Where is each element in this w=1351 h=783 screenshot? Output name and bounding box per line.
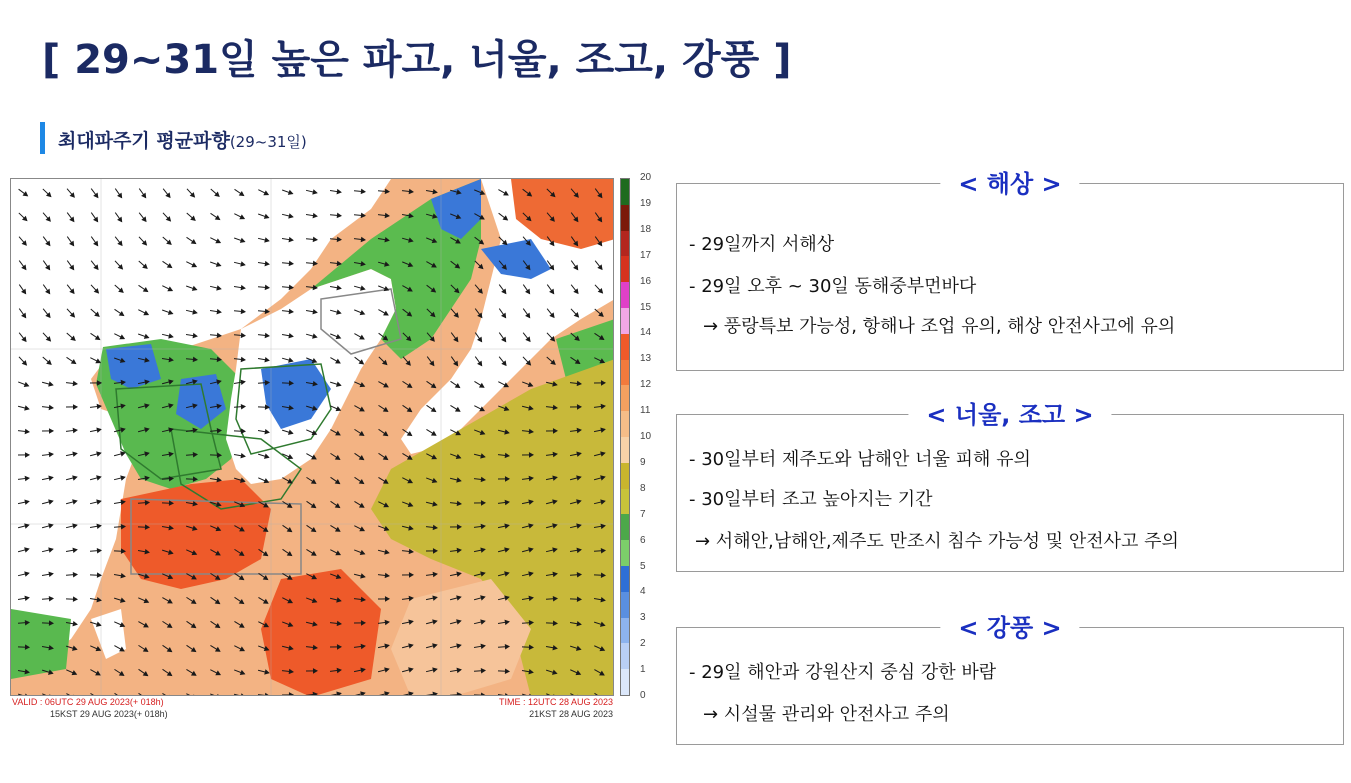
- panel-sea-item: - 29일 오후 ~ 30일 동해중부먼바다: [689, 276, 977, 297]
- legend-swatch: [621, 385, 629, 411]
- panel-sea: [676, 170, 1344, 371]
- legend-tick-label: 17: [640, 249, 652, 261]
- panel-swell-item: → 서해안,남해안,제주도 만조시 침수 가능성 및 안전사고 주의: [695, 531, 1179, 552]
- legend-swatch: [621, 256, 629, 282]
- legend-swatch: [621, 669, 629, 695]
- legend-tick-label: 1: [640, 664, 646, 676]
- map-valid-kst: 15KST 29 AUG 2023(+ 018h): [50, 709, 168, 719]
- legend-swatch: [621, 231, 629, 257]
- legend-tick-label: 12: [640, 379, 652, 391]
- panel-sea-item: → 풍랑특보 가능성, 항해나 조업 유의, 해상 안전사고에 유의: [703, 316, 1176, 337]
- legend-swatch: [621, 334, 629, 360]
- legend-tick-label: 9: [640, 456, 646, 468]
- legend-tick-label: 20: [640, 172, 652, 183]
- panel-wind-item: - 29일 해안과 강원산지 중심 강한 바람: [689, 662, 997, 683]
- map-issue-kst: 21KST 28 AUG 2023: [529, 709, 613, 719]
- map-valid-time: VALID : 06UTC 29 AUG 2023(+ 018h): [12, 697, 164, 707]
- wave-direction-arrowhead: [48, 695, 52, 696]
- subtitle-range: (29~31일): [229, 133, 307, 151]
- legend-tick-label: 13: [640, 353, 652, 365]
- panel-swell-heading: < 너울, 조고 >: [908, 395, 1111, 430]
- legend-swatch: [621, 360, 629, 386]
- legend-tick-label: 11: [640, 405, 651, 417]
- legend-tick-label: 6: [640, 534, 646, 546]
- panel-swell-item: - 30일부터 조고 높아지는 기간: [689, 489, 933, 510]
- legend-tick-label: 4: [640, 586, 646, 598]
- map-subtitle: [58, 126, 307, 153]
- legend-tick-label: 7: [640, 508, 646, 520]
- wave-period-legend: [620, 178, 630, 696]
- wave-map: [10, 178, 614, 696]
- legend-tick-label: 16: [640, 275, 652, 287]
- wave-direction-arrowhead: [385, 692, 389, 696]
- legend-swatch: [621, 179, 629, 205]
- wave-direction-arrowhead: [361, 692, 365, 696]
- legend-tick-label: 10: [640, 431, 652, 442]
- wave-direction-arrowhead: [337, 692, 341, 696]
- legend-tick-label: 14: [640, 327, 652, 339]
- subtitle-main: 최대파주기 평균파향: [58, 130, 230, 152]
- panel-wind-item: → 시설물 관리와 안전사고 주의: [703, 704, 950, 725]
- panel-wind-heading: < 강풍 >: [940, 608, 1079, 643]
- legend-tick-label: 2: [640, 638, 646, 650]
- legend-tick-label: 5: [640, 560, 646, 572]
- legend-swatch: [621, 540, 629, 566]
- panel-sea-heading: < 해상 >: [940, 164, 1079, 199]
- legend-swatch: [621, 205, 629, 231]
- wave-map-graphic: [11, 179, 614, 696]
- legend-tick-label: 0: [640, 690, 646, 701]
- legend-swatch: [621, 282, 629, 308]
- legend-tick-label: 3: [640, 612, 646, 624]
- legend-tick-label: 8: [640, 482, 646, 494]
- legend-tick-label: 19: [640, 197, 652, 209]
- panel-swell: [676, 401, 1344, 572]
- legend-swatch: [621, 566, 629, 592]
- legend-swatch: [621, 489, 629, 515]
- legend-swatch: [621, 308, 629, 334]
- wave-direction-arrowhead: [409, 692, 413, 696]
- wave-direction-arrowhead: [552, 695, 556, 696]
- legend-swatch: [621, 592, 629, 618]
- panel-swell-item: - 30일부터 제주도와 남해안 너울 피해 유의: [689, 449, 1031, 470]
- legend-swatch: [621, 618, 629, 644]
- wave-direction-arrowhead: [192, 695, 196, 696]
- legend-swatch: [621, 514, 629, 540]
- panel-wind: [676, 614, 1344, 745]
- legend-swatch: [621, 437, 629, 463]
- legend-tick-label: 18: [640, 223, 652, 235]
- legend-swatch: [621, 643, 629, 669]
- panel-sea-item: - 29일까지 서해상: [689, 234, 835, 255]
- legend-swatch: [621, 463, 629, 489]
- map-issue-time: TIME : 12UTC 28 AUG 2023: [498, 697, 613, 707]
- legend-tick-label: 15: [640, 301, 652, 313]
- subtitle-accent-bar: [40, 122, 45, 154]
- page-title: [ 29~31일 높은 파고, 너울, 조고, 강풍 ]: [42, 37, 792, 83]
- legend-swatch: [621, 411, 629, 437]
